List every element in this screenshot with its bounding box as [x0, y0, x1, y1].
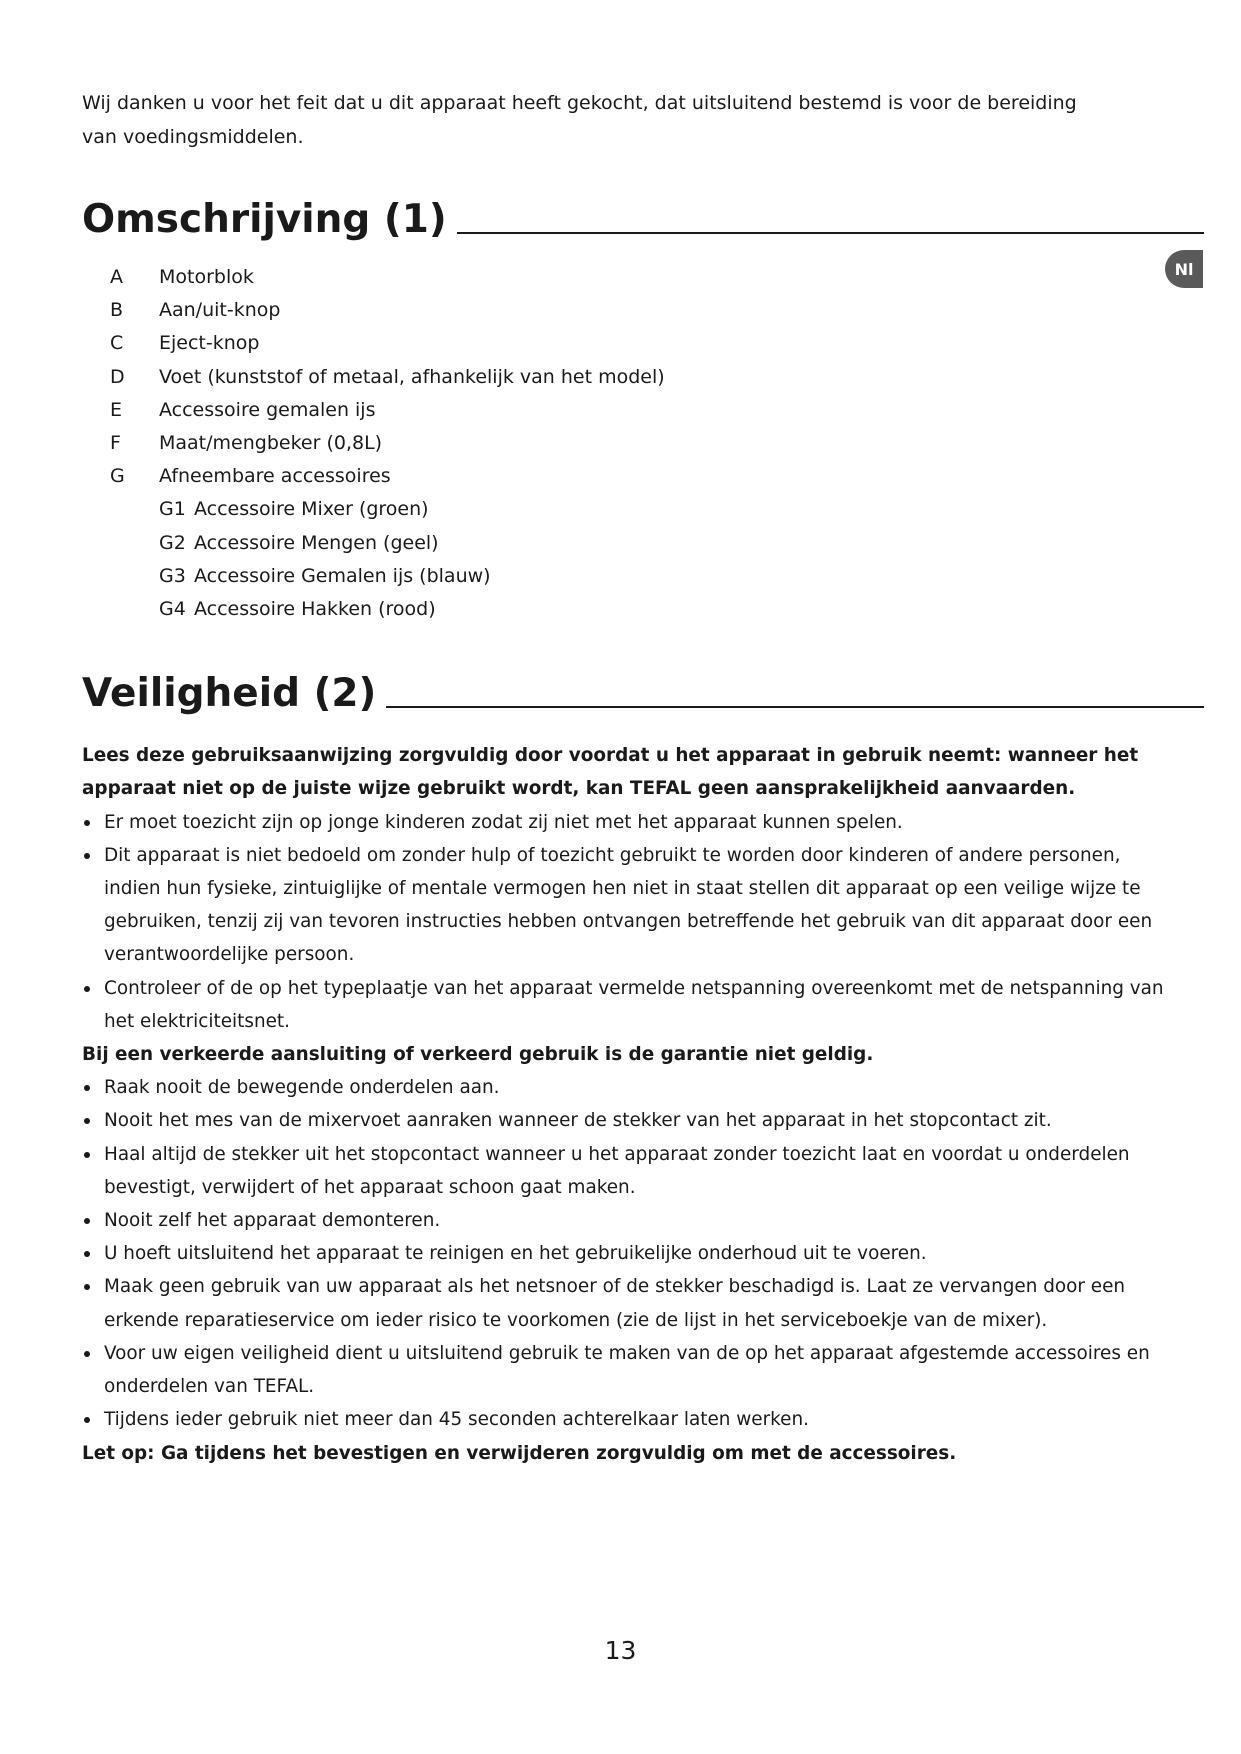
item-label: Voet (kunststof of metaal, afhankelijk van het model)	[159, 365, 665, 388]
list-item	[110, 361, 1204, 394]
safety-list-2	[82, 1071, 1172, 1436]
subitem-code: G3	[159, 564, 186, 587]
list-item	[159, 527, 1204, 560]
section-title-text: Veiligheid (2)	[82, 671, 377, 717]
page-number: 13	[604, 1636, 637, 1665]
list-item	[110, 294, 1204, 327]
accessory-note: Let op: Ga tijdens het bevestigen en verwijderen zorgvuldig om met de accessoires.	[82, 1442, 957, 1464]
item-label: Motorblok	[159, 266, 254, 288]
title-rule	[386, 706, 1204, 708]
title-rule	[457, 232, 1204, 234]
item-label: Aan/uit-knop	[159, 299, 281, 322]
intro-text: Wij danken u voor het feit dat u dit apparaat heeft gekocht, dat uitsluitend bestemd is voor de bereiding van voedingsmiddelen.	[82, 92, 1077, 148]
bullet-item: Controleer of de op het typeplaatje van het apparaat vermelde netspanning overeenkomt met de netspanning van het elektriciteitsnet.	[82, 972, 1172, 1038]
bullet-item: Nooit zelf het apparaat demonteren.	[82, 1204, 1172, 1237]
parts-list	[110, 261, 1204, 493]
section-title-omschrijving	[82, 197, 1204, 242]
bullet-item: Voor uw eigen veiligheid dient u uitsluitend gebruik te maken van de op het apparaat afgestemde accessoires en onderdelen van TEFAL.	[82, 1337, 1172, 1403]
item-letter: B	[110, 299, 124, 322]
guarantee-warning: Bij een verkeerde aansluiting of verkeerd gebruik is de garantie niet geldig.	[82, 1044, 874, 1066]
list-item	[159, 560, 1204, 593]
safety-section	[82, 739, 1172, 1469]
list-item	[159, 493, 1204, 526]
subparts-list	[159, 493, 1204, 626]
subitem-label: Accessoire Gemalen ijs (blauw)	[194, 564, 491, 587]
list-item	[110, 327, 1204, 360]
item-label: Accessoire gemalen ijs	[159, 398, 376, 421]
section-title-veiligheid	[82, 671, 1204, 717]
item-letter: C	[110, 332, 124, 355]
list-item	[110, 427, 1204, 460]
list-item	[159, 593, 1204, 626]
item-letter: D	[110, 365, 125, 388]
bullet-item: Raak nooit de bewegende onderdelen aan.	[82, 1071, 1172, 1104]
list-item	[110, 460, 1204, 493]
item-label: Maat/mengbeker (0,8L)	[159, 432, 383, 455]
subitem-label: Accessoire Mixer (groen)	[194, 498, 429, 521]
list-item	[110, 394, 1204, 427]
language-badge: Nl	[1165, 250, 1203, 288]
subitem-code: G2	[159, 531, 186, 554]
bullet-item: Haal altijd de stekker uit het stopcontact wanneer u het apparaat zonder toezicht laat en voordat u onderdelen bevestigt, verwijdert of het apparaat schoon gaat maken.	[82, 1138, 1172, 1204]
safety-lead: Lees deze gebruiksaanwijzing zorgvuldig door voordat u het apparaat in gebruik neemt: wanneer het apparaat niet op de juiste wijze gebruikt wordt, kan TEFAL geen aansprakelijkheid aanvaarden.	[82, 745, 1139, 800]
bullet-item: Tijdens ieder gebruik niet meer dan 45 seconden achterelkaar laten werken.	[82, 1403, 1172, 1436]
section-title-text: Omschrijving (1)	[82, 197, 447, 242]
item-letter: F	[110, 432, 121, 455]
bullet-item: Er moet toezicht zijn op jonge kinderen zodat zij niet met het apparaat kunnen spelen.	[82, 806, 1172, 839]
list-item	[110, 261, 1204, 294]
bullet-item: U hoeft uitsluitend het apparaat te reinigen en het gebruikelijke onderhoud uit te voeren.	[82, 1237, 1172, 1270]
item-letter: G	[110, 465, 125, 488]
item-letter: E	[110, 398, 123, 421]
page-content	[82, 86, 1204, 1470]
subitem-label: Accessoire Mengen (geel)	[194, 531, 439, 554]
subitem-label: Accessoire Hakken (rood)	[194, 598, 436, 621]
item-letter: A	[110, 266, 123, 288]
subitem-code: G1	[159, 498, 186, 521]
bullet-item: Maak geen gebruik van uw apparaat als het netsnoer of de stekker beschadigd is. Laat ze vervangen door een erkende reparatieservice om ieder risico te voorkomen (zie de lijst in het serviceboekje van de mixer).	[82, 1270, 1172, 1336]
safety-list-1	[82, 806, 1172, 1038]
item-label: Afneembare accessoires	[159, 465, 391, 488]
bullet-item: Dit apparaat is niet bedoeld om zonder hulp of toezicht gebruikt te worden door kinderen of andere personen, indien hun fysieke, zintuiglijke of mentale vermogen hen niet in staat stellen dit apparaat op een veilige wijze te gebruiken, tenzij zij van tevoren instructies hebben ontvangen betreffende het gebruik van dit apparaat door een verantwoordelijke persoon.	[82, 839, 1172, 972]
item-label: Eject-knop	[159, 332, 260, 355]
subitem-code: G4	[159, 598, 186, 621]
bullet-item: Nooit het mes van de mixervoet aanraken wanneer de stekker van het apparaat in het stopcontact zit.	[82, 1104, 1172, 1137]
